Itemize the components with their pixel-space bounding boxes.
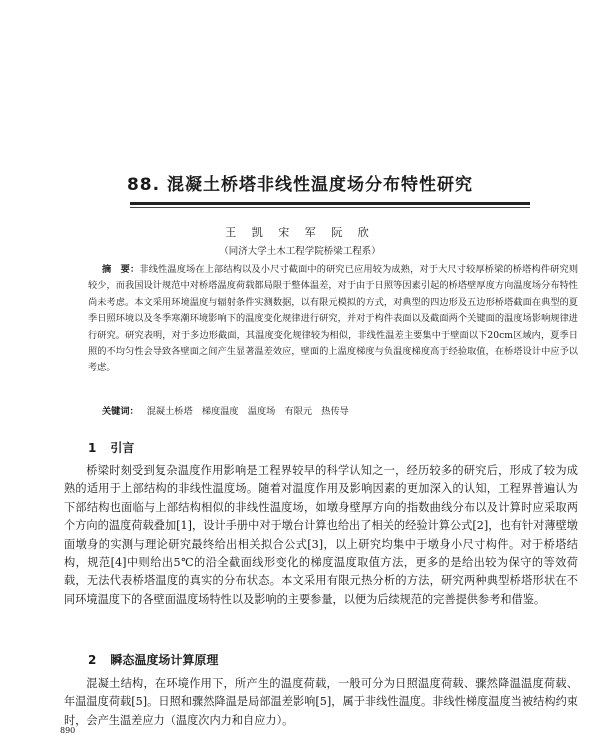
section-1-text: 桥梁时刻受到复杂温度作用影响是工程界较早的科学认知之一，经历较多的研究后，形成了较为成熟的适用于上部结构的非线性温度场。随着对温度作用及影响因素的更加深入的认知，工程界普遍认为下部结构也面临与上部结构相似的非线性温度场，如墩身壁厚方向的指数曲线分布以及计算时应采取两个方向的温度荷载叠加[1]，设计手册中对于墩台计算也给出了相关的经验计算公式[2]，也有针对薄壁墩面墩身的实测与理论研究最终给出相关拟合公式[3]，以上研究均集中于墩身小尺寸构件。对于桥塔结构，规范[4]中则给出5℃的沿全截面线形变化的梯度温度取值方法，更多的是给出较为保守的等效荷载，无法代表桥塔温度的真实的分布状态。本文采用有限元热分析的方法，研究两种典型桥塔形状在不同环境温度下的各壁面温度场特性以及影响的主要参量，以便为后续规范的完善提供参考和借鉴。 <box>64 464 578 606</box>
paper-title: 88. 混凝土桥塔非线性温度场分布特性研究 <box>126 175 474 195</box>
keywords-text: 混凝土桥塔 梯度温度 温度场 有限元 热传导 <box>146 406 349 417</box>
section-1-body <box>64 462 578 609</box>
section-1-title: 引言 <box>110 441 135 455</box>
section-2-text: 混凝土结构，在环境作用下，所产生的温度荷载，一般可分为日照温度荷载、骤然降温温度荷载、年温温度荷载[5]。日照和骤然降温是局部温差影响[5]，属于非线性温度。非线性梯度温度当被结构约束时，会产生温差应力（温度次内力和自应力）。 <box>64 677 578 727</box>
abstract <box>88 262 578 377</box>
section-2-body <box>64 675 578 730</box>
section-1-number: 1 <box>88 441 97 455</box>
section-2-title: 瞬态温度场计算原理 <box>110 653 219 667</box>
abstract-text: 非线性温度场在上部结构以及小尺寸截面中的研究已应用较为成熟，对于大尺寸较厚桥梁的桥塔构件研究则较少，而我国设计规范中对桥塔温度荷载都局限于整体温差，对于由于日照等因素引起的桥塔壁厚度方向温度场分布特性尚未考虑。本文采用环境温度与辐射条件实测数据，以有限元模拟的方式，对典型的四边形及五边形桥塔截面在典型的夏季日照环境以及冬季寒潮环境影响下的温度变化规律进行研究，并对于构件表面以及截面两个关键面的温度场影响规律进行研究。研究表明，对于多边形截面，其温度变化规律较为相似，非线性温差主要集中于壁面以下20cm区域内，夏季日照的不均匀性会导致各壁面之间产生显著温差效应，壁面的上温度梯度与负温度梯度高于经验取值，在桥塔设计中应予以考虑。 <box>88 264 579 374</box>
title-rule-thin <box>130 207 530 208</box>
section-2-heading <box>88 651 218 668</box>
page-number: 890 <box>60 726 76 735</box>
keywords <box>102 403 572 417</box>
section-1-heading <box>88 439 134 456</box>
author-list: 王 凯 宋 军 阮 欣 <box>225 226 375 239</box>
abstract-label: 摘 要： <box>102 264 140 275</box>
section-2-number: 2 <box>88 653 97 667</box>
affiliation: （同济大学土木工程学院桥梁工程系） <box>219 246 381 257</box>
title-rule-thick <box>130 202 530 205</box>
keywords-label: 关键词： <box>102 406 139 417</box>
